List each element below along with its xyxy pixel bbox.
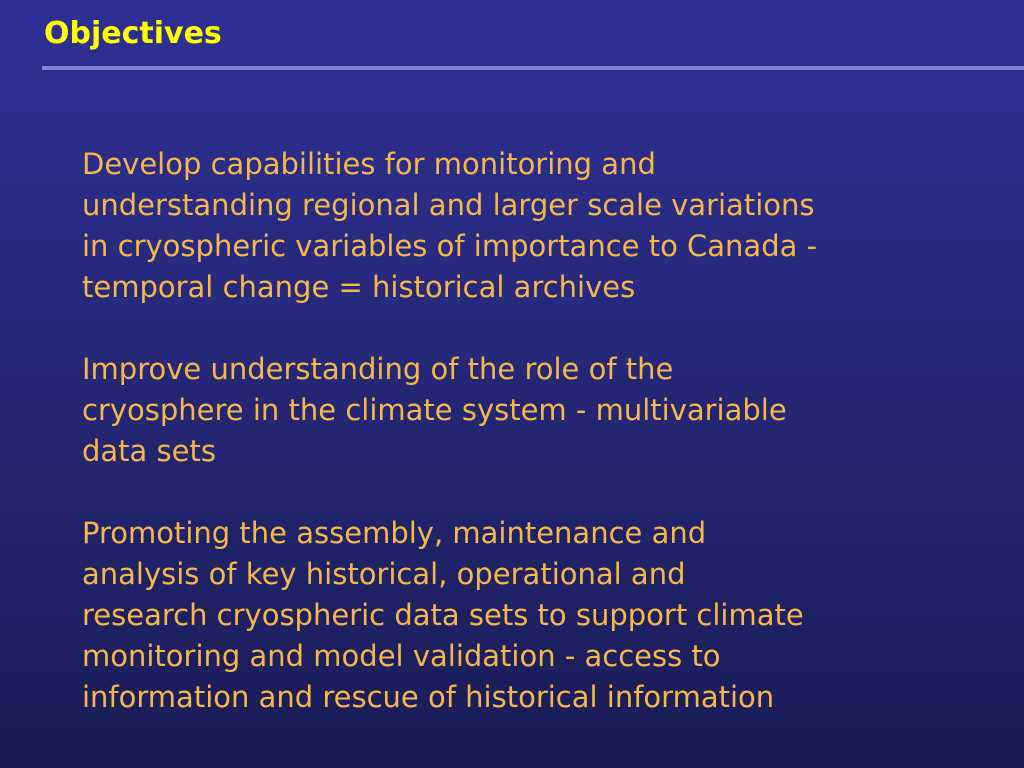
paragraph-line: Develop capabilities for monitoring and <box>82 147 656 181</box>
paragraph-line: Improve understanding of the role of the <box>82 352 674 386</box>
paragraph-line: information and rescue of historical information <box>82 680 775 714</box>
title-divider <box>42 66 1024 70</box>
slide-title: Objectives <box>44 16 222 51</box>
paragraph-data-sets <box>82 513 982 718</box>
paragraph-line: research cryospheric data sets to support climate <box>82 598 804 632</box>
paragraph-line: Promoting the assembly, maintenance and <box>82 516 707 550</box>
slide-body <box>82 144 982 718</box>
paragraph-line: cryosphere in the climate system - multivariable <box>82 393 787 427</box>
paragraph-line: analysis of key historical, operational and <box>82 557 686 591</box>
paragraph-climate-role <box>82 349 982 472</box>
paragraph-line: temporal change = historical archives <box>82 270 636 304</box>
paragraph-line: in cryospheric variables of importance to Canada - <box>82 229 818 263</box>
paragraph-monitoring <box>82 144 982 308</box>
paragraph-line: understanding regional and larger scale variations <box>82 188 815 222</box>
paragraph-line: data sets <box>82 434 216 468</box>
paragraph-line: monitoring and model validation - access to <box>82 639 721 673</box>
